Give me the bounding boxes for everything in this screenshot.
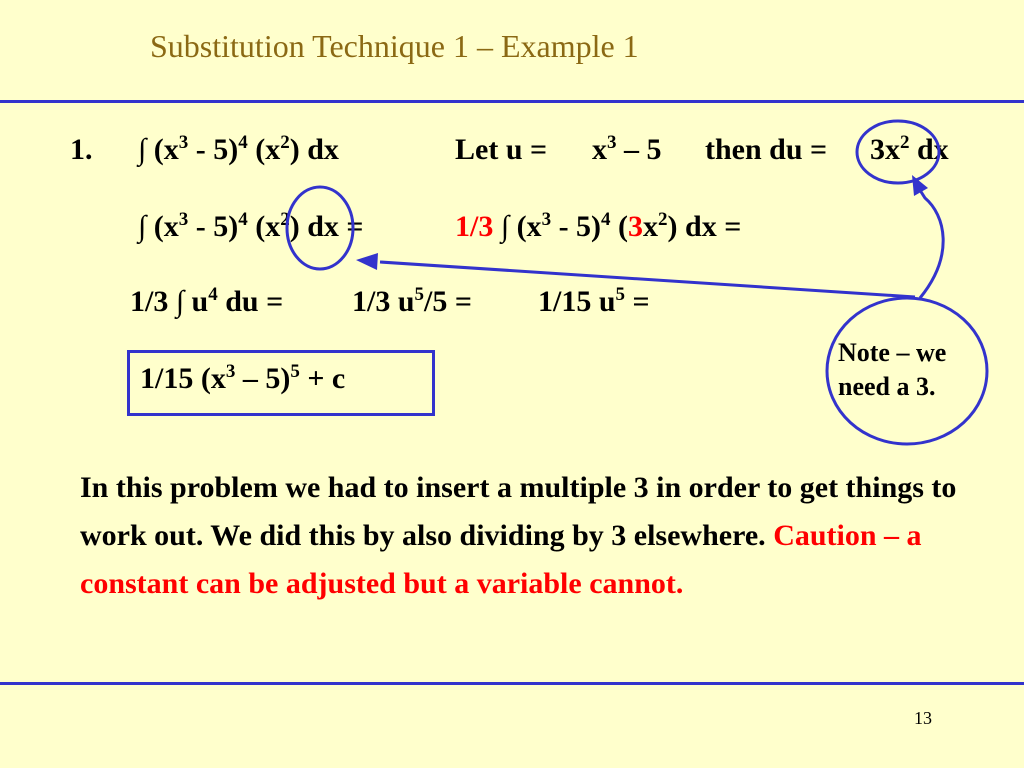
one-third-coefficient: 1/3 xyxy=(455,210,494,243)
simplified-step: 1/15 $u^5$ = xyxy=(538,284,650,318)
note-text: Note – we need a 3. xyxy=(838,338,947,401)
page-number: 13 xyxy=(914,708,932,728)
adjusted-expression: 1/3 ∫ $(x^3 - 5)^4$ $(3x^2)$ dx = xyxy=(455,209,742,243)
caution-text: Caution – a constant can be adjusted but a variable cannot. xyxy=(80,519,922,600)
arrowhead-du xyxy=(912,175,928,196)
u-integral: 1/3 ∫ $u^4$ du = xyxy=(130,284,284,318)
bottom-divider xyxy=(0,682,1024,685)
arrowhead-x2 xyxy=(356,253,378,270)
final-answer: 1/15 $(x^3 - 5)^5 + c$ xyxy=(140,361,346,395)
rewrite-expression: ∫ $(x^3 - 5)^4$ $(x^2)$ dx = xyxy=(138,209,364,243)
problem-number: 1. xyxy=(70,133,93,166)
then-du-label: then du = xyxy=(705,133,828,166)
let-u-label: Let u = xyxy=(455,133,548,166)
top-divider xyxy=(0,100,1024,103)
u-definition: $x^3 - 5$ xyxy=(592,132,662,166)
integral-expression: ∫ $(x^3 - 5)^4$ $(x^2)$ dx xyxy=(138,132,339,166)
inserted-three: 3 xyxy=(628,210,644,243)
explanation-paragraph: In this problem we had to insert a multiple 3 in order to get things to work out. We did this by also dividing by 3 elsewhere. Caution – a constant can be adjusted but a variable cannot. xyxy=(80,471,957,600)
arrow-to-du xyxy=(918,187,943,298)
antiderivative-step: 1/3 $u^5/5$ = xyxy=(352,284,472,318)
du-definition: $3x^2$ dx xyxy=(870,132,949,166)
slide-title: Substitution Technique 1 – Example 1 xyxy=(150,28,639,64)
